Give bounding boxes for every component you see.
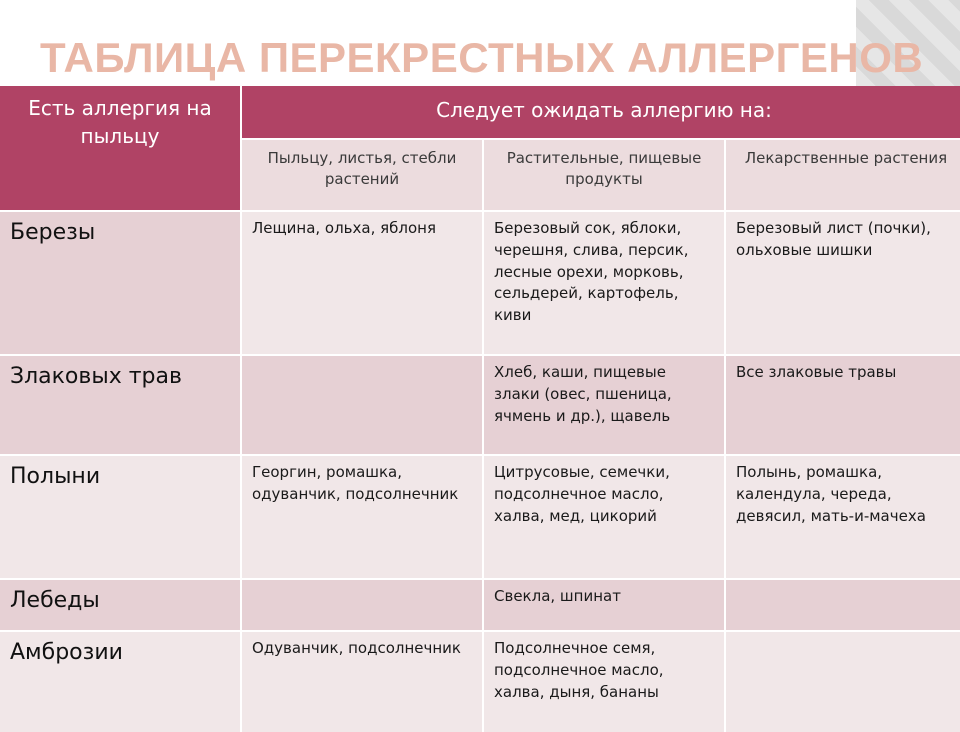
cell-medicinal: [726, 580, 960, 630]
cell-medicinal: Полынь, ромашка, календула, череда, девясил, мать-и-мачеха: [726, 456, 960, 578]
header-expect-allergy: Следует ожидать аллергию на:: [242, 86, 960, 138]
cell-foods: Цитрусовые, семечки, подсолнечное масло, халва, мед, цикорий: [484, 456, 724, 578]
row-name: Лебеды: [0, 580, 240, 630]
row-name: Полыни: [0, 456, 240, 578]
cell-plants: [242, 580, 482, 630]
cell-plants: Одуванчик, подсолнечник: [242, 632, 482, 732]
subheader-foods: Растительные, пищевые продукты: [484, 140, 724, 210]
row-name: Амброзии: [0, 632, 240, 732]
cell-foods: Подсолнечное семя, подсолнечное масло, халва, дыня, бананы: [484, 632, 724, 732]
row-name: Злаковых трав: [0, 356, 240, 454]
cell-plants: [242, 356, 482, 454]
cell-medicinal: Березовый лист (почки), ольховые шишки: [726, 212, 960, 354]
cross-allergen-table: [0, 86, 960, 720]
cell-plants: Георгин, ромашка, одуванчик, подсолнечник: [242, 456, 482, 578]
page-title: ТАБЛИЦА ПЕРЕКРЕСТНЫХ АЛЛЕРГЕНОВ: [40, 34, 924, 81]
cell-medicinal: Все злаковые травы: [726, 356, 960, 454]
cell-foods: Свекла, шпинат: [484, 580, 724, 630]
cell-foods: Хлеб, каши, пищевые злаки (овес, пшеница, ячмень и др.), щавель: [484, 356, 724, 454]
cell-plants: Лещина, ольха, яблоня: [242, 212, 482, 354]
cell-medicinal: [726, 632, 960, 732]
subheader-plants: Пыльцу, листья, стебли растений: [242, 140, 482, 210]
header-allergy-pollen: Есть аллергия на пыльцу: [0, 86, 240, 210]
cell-foods: Березовый сок, яблоки, черешня, слива, персик, лесные орехи, морковь, сельдерей, картофель, киви: [484, 212, 724, 354]
row-name: Березы: [0, 212, 240, 354]
subheader-medicinal: Лекарственные растения: [726, 140, 960, 210]
